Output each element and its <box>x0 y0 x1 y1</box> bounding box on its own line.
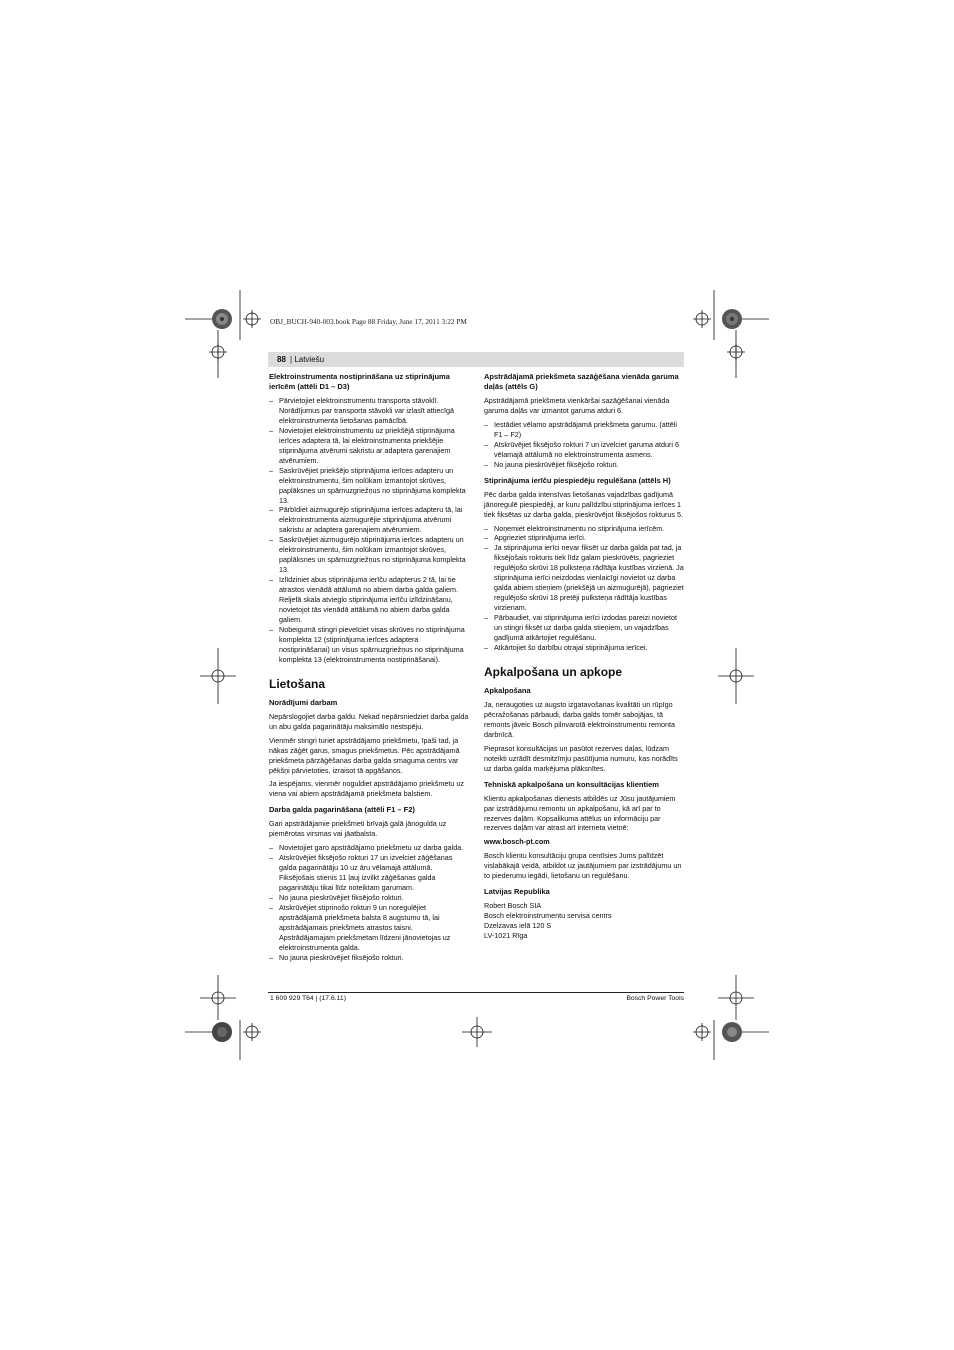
paragraph: Ja iespējams, vienmēr noguldiet apstrādājamo priekšmetu uz viena vai abiem apstrādājamā priekšmeta balstiem. <box>269 779 464 799</box>
address-line: LV-1021 Rīga <box>484 931 528 941</box>
header-bar <box>268 352 684 367</box>
paragraph: Nepārslogojiet darba galdu. Nekad nepārsniedziet darba galda un abu galda pagarinātāju maksimālo nestspēju. <box>269 711 469 731</box>
section-title: Darba galda pagarināšana (attēli F1 – F2) <box>269 805 415 815</box>
section-title: Norādījumi darbam <box>269 697 338 707</box>
chapter-heading: Lietošana <box>269 676 326 691</box>
country-title: Latvijas Republika <box>484 887 550 897</box>
step-list <box>484 524 684 653</box>
address-line: Bosch elektroinstrumentu servisa centrs <box>484 911 612 921</box>
list-item: – Pārbīdiet aizmugurējo stiprinājuma ierīces adapteru tā, lai elektroinstrumenta aizmugurējie stiprinājuma atvērumi sakristu ar adaptera garenajiem atvērumiem. <box>269 505 469 535</box>
paragraph: Vienmēr stingri turiet apstrādājamo priekšmetu, īpaši tad, ja nākas zāģēt garus, smagus priekšmetus. Pēc apstrādājamā priekšmeta pārzāģēšanas darba galda smaguma centrs var pēkšņi pārvietoties, izraisot tā apgāšanos. <box>269 735 460 775</box>
list-item: – Novietojiet elektroinstrumentu uz priekšējā stiprinājuma ierīces adaptera tā, lai elektroinstrumenta priekšējie stiprinājuma atvērumi sakristu ar adaptera garenajiem atvērumiem. <box>269 426 469 466</box>
step-list <box>484 420 684 470</box>
print-slug: OBJ_BUCH-940-003.book Page 88 Friday, June 17, 2011 3:22 PM <box>270 317 467 326</box>
list-item: – Izlīdziniet abus stiprinājuma ierīču adapterus 2 tā, lai tie atrastos vienādā attālumā no abiem darba galda galiem. Reljefā skala atvieglo stiprinājuma ierīču izlīdzināšanu, novietojot tās vienādā attālumā no abiem darba galda galiem. <box>269 575 469 625</box>
right-column <box>484 372 684 941</box>
step-list <box>269 396 469 665</box>
list-item: – Nobeigumā stingri pievelciet visas skrūves no stiprinājuma komplekta 12 (stiprinājuma ierīces adaptera nostiprināšanai) un visus spārnuzgriežņus no stiprinājuma komplekta 13 (elektroinstrumenta nostiprināšanai). <box>269 625 469 665</box>
section-title: Tehniskā apkalpošana un konsultācijas klientiem <box>484 779 659 789</box>
footer-brand: Bosch Power Tools <box>626 995 684 1002</box>
address-line: Dzelzavas ielā 120 S <box>484 921 552 931</box>
list-item: – Saskrūvējiet priekšējo stiprinājuma ierīces adapteru un elektroinstrumentu, šim nolūkam izmantojot skrūves, paplāksnes un spārnuzgriežņus no stiprinājuma komplekta 13. <box>269 466 469 506</box>
paragraph: Pēc darba galda intensīvas lietošanas vajadzības gadījumā jānoregulē piespiedēji, ar kuru palīdzību stiprinājuma ierīces 1 tiek fiksētas uz darba galda, pieskrūvējot fiksējošos rokturus 5. <box>484 489 683 519</box>
list-item: – Ja stiprinājuma ierīci nevar fiksēt uz darba galda pat tad, ja fiksējošais rokturis tiek līdz galam pieskrūvēts, pagrieziet regulējošo skrūvi 18 pulksteņa rādītāja kustības virzienā. Ja stiprinājuma ierīci neizdodas vienlaicīgi novietot uz darba galda abiem stieņiem (priekšējā un aizmugurējā), pagrieziet regulējošo skrūvi 18 pretēji pulksteņa rādītāja kustības virzienam. <box>484 543 684 613</box>
list-item: – Noņemiet elektroinstrumentu no stiprinājuma ierīcēm. <box>484 524 684 534</box>
list-item: – Apgrieziet stiprinājuma ierīci. <box>484 533 684 543</box>
left-column <box>269 372 469 966</box>
list-item: – Atskrūvējiet fiksējošo rokturi 7 un izvelciet garuma atduri 6 vēlamajā attālumā no elektroinstrumenta asmens. <box>484 440 684 460</box>
paragraph: Bosch klientu konsultāciju grupa centīsies Jums palīdzēt vislabākajā veidā, atbildot uz jautājumiem par izstrādājumu un to piederumu iegādi, lietošanu un regulēšanu. <box>484 851 682 881</box>
paragraph: Ja, neraugoties uz augsto izgatavošanas kvalitāti un rūpīgo pēcražošanas pārbaudi, darba galds tomēr sabojājas, tā remonts jāveic Bosch pilnvarotā elektroinstrumentu remonta darbnīcā. <box>484 699 675 739</box>
list-item: – Saskrūvējiet aizmugurējo stiprinājuma ierīces adapteru un elektroinstrumentu, šim nolūkam izmantojot skrūves, paplāksnes un spārnuzgriežņus no stiprinājuma komplekta 13. <box>269 535 469 575</box>
list-item: – Atskrūvējiet fiksējošo rokturi 17 un izvelciet zāģēšanas galda pagarinātāju 10 uz āru vēlamajā attālumā. Fiksējošais stienis 11 ļauj izvilkt zāģēšanas galda pagarinātāju tikai līdz noteiktam garumam. <box>269 853 469 893</box>
footer-rule <box>268 992 684 993</box>
list-item: – Pārvietojiet elektroinstrumentu transporta stāvoklī. Norādījumus par transporta stāvokli var izlasīt attiecīgā elektroinstrumenta lietošanas pamācībā. <box>269 396 469 426</box>
section-title: Apstrādājamā priekšmeta sazāģēšana vienāda garuma daļās (attēls G) <box>484 372 679 391</box>
page-number: 88 <box>277 355 286 364</box>
paragraph: Gari apstrādājamie priekšmeti brīvajā galā jānogulda uz piemērotas virsmas vai jāatbalsta. <box>269 819 447 839</box>
section-title: Apkalpošana <box>484 685 531 695</box>
paragraph: Pieprasot konsultācijas un pasūtot rezerves daļas, lūdzam noteikti uzrādīt desmitzīmju pasūtījuma numuru, kas norādīts uz darba galda marķējuma plāksnītes. <box>484 743 678 773</box>
paragraph: Apstrādājamā priekšmeta vienkāršai sazāģēšanai vienāda garuma daļās var izmantot garuma atduri 6. <box>484 396 670 415</box>
section-title: Stiprinājuma ierīču piespiedēju regulēšana (attēls H) <box>484 475 671 485</box>
section-title: Elektroinstrumenta nostiprināšana uz stiprinājuma ierīcēm (attēli D1 – D3) <box>269 372 450 391</box>
list-item: – Atskrūvējiet stiprinošo rokturi 9 un noregulējiet apstrādājamā priekšmeta balsta 8 augstumu tā, lai apstrādājamais priekšmets atrastos taisni. Apstrādājamajam priekšmetam līdzeni jānovietojas uz elektroinstrumenta galda. <box>269 903 469 953</box>
list-item: – No jauna pieskrūvējiet fiksējošo rokturi. <box>269 893 469 903</box>
list-item: – Atkārtojiet šo darbību otrajai stiprinājuma ierīcei. <box>484 643 684 653</box>
step-list <box>269 843 469 962</box>
footer-doc-number: 1 609 929 T64 | (17.6.11) <box>270 995 346 1002</box>
paragraph: Klientu apkalpošanas dienests atbildēs uz Jūsu jautājumiem par izstrādājumu remontu un apkalpošanu, kā arī par to rezerves daļām. Kopsalikuma attēlus un informāciju par rezerves daļām var atrast arī interneta vietnē: <box>484 793 676 833</box>
list-item: – No jauna pieskrūvējiet fiksējošo rokturi. <box>269 953 469 963</box>
chapter-heading: Apkalpošana un apkope <box>484 664 623 679</box>
list-item: – Iestādiet vēlamo apstrādājamā priekšmeta garumu. (attēli F1 – F2) <box>484 420 684 440</box>
list-item: – No jauna pieskrūvējiet fiksējošo rokturi. <box>484 460 684 470</box>
list-item: – Novietojiet garo apstrādājamo priekšmetu uz darba galda. <box>269 843 469 853</box>
website-link[interactable]: www.bosch-pt.com <box>484 837 550 847</box>
page-language: | Latviešu <box>290 355 324 364</box>
address-line: Robert Bosch SIA <box>484 901 542 911</box>
list-item: – Pārbaudiet, vai stiprinājuma ierīci izdodas pareizi novietot un stingri fiksēt uz darba galda stieņiem, un vajadzības gadījumā atkārtojiet regulēšanu. <box>484 613 684 643</box>
